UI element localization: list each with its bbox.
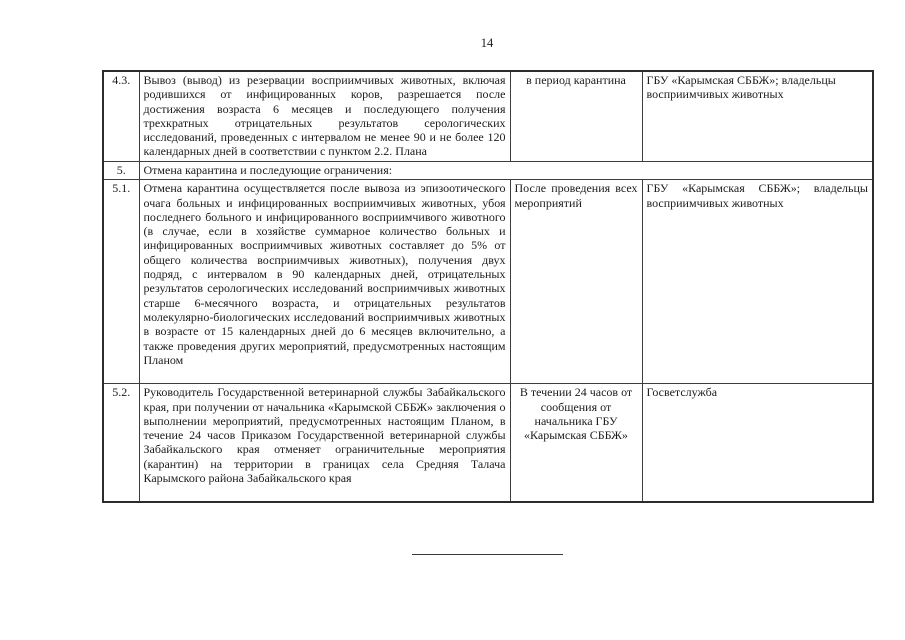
row-number-cell: 4.3. <box>103 71 139 162</box>
footnote-separator-line <box>412 554 563 555</box>
measure-cell: Отмена карантина осуществляется после вывоза из эпизоотического очага больных и инфицированных восприимчивых животных, убоя последнего больного и инфицированного восприимчивого животного (в случае, если в хозяйстве суммарное количество больных и инфицированных восприимчивых животных составляет до 5% от общего количества восприимчивых животных), получения двух подряд, с интервалом в 90 календарных дней, отрицательных результатов серологических исследований восприимчивых животных старше 6-месячного возраста, и отрицательных результатов молекулярно-биологических исследований восприимчивых животных в возрасте от 15 календарных дней до 6 месяцев включительно, а также проведения других мероприятий, предусмотренных настоящим Планом <box>139 180 510 384</box>
term-cell: После проведения всех мероприятий <box>510 180 642 384</box>
responsible-cell: ГБУ «Карымская СББЖ»; владельцы восприимчивых животных <box>642 71 873 162</box>
table-row-5-2 <box>103 384 873 503</box>
table-row-4-3 <box>103 71 873 162</box>
term-cell: в период карантина <box>510 71 642 162</box>
term-cell: В течении 24 часов от сообщения от начальника ГБУ «Карымская СББЖ» <box>510 384 642 503</box>
row-number-cell: 5.1. <box>103 180 139 384</box>
measure-cell: Руководитель Государственной ветеринарной службы Забайкальского края, при получении от начальника «Карымской СББЖ» заключения о выполнении мероприятий, предусмотренных настоящим Планом, в течение 24 часов Приказом Государственной ветеринарной службы Забайкальского края отменяет ограничительные мероприятия (карантин) на территории в границах села Средняя Талача Карымского района Забайкальского края <box>139 384 510 503</box>
document-page <box>102 36 872 555</box>
row-number-cell: 5. <box>103 162 139 180</box>
table-row-5-1 <box>103 180 873 384</box>
page-number: 14 <box>480 36 494 50</box>
row-number-cell: 5.2. <box>103 384 139 503</box>
table-section-row-5 <box>103 162 873 180</box>
quarantine-measures-table <box>102 70 874 503</box>
responsible-cell: ГБУ «Карымская СББЖ»; владельцы восприимчивых животных <box>642 180 873 384</box>
measure-cell: Вывоз (вывод) из резервации восприимчивых животных, включая родившихся от инфицированных коров, разрешается после достижения возраста 6 месяцев и последующего получения трехкратных отрицательных результатов серологических исследований, проведенных с интервалом не менее 90 и не более 120 календарных дней в соответствии с пунктом 2.2. Плана <box>139 71 510 162</box>
section-title-cell: Отмена карантина и последующие ограничения: <box>139 162 873 180</box>
responsible-cell: Госветслужба <box>642 384 873 503</box>
